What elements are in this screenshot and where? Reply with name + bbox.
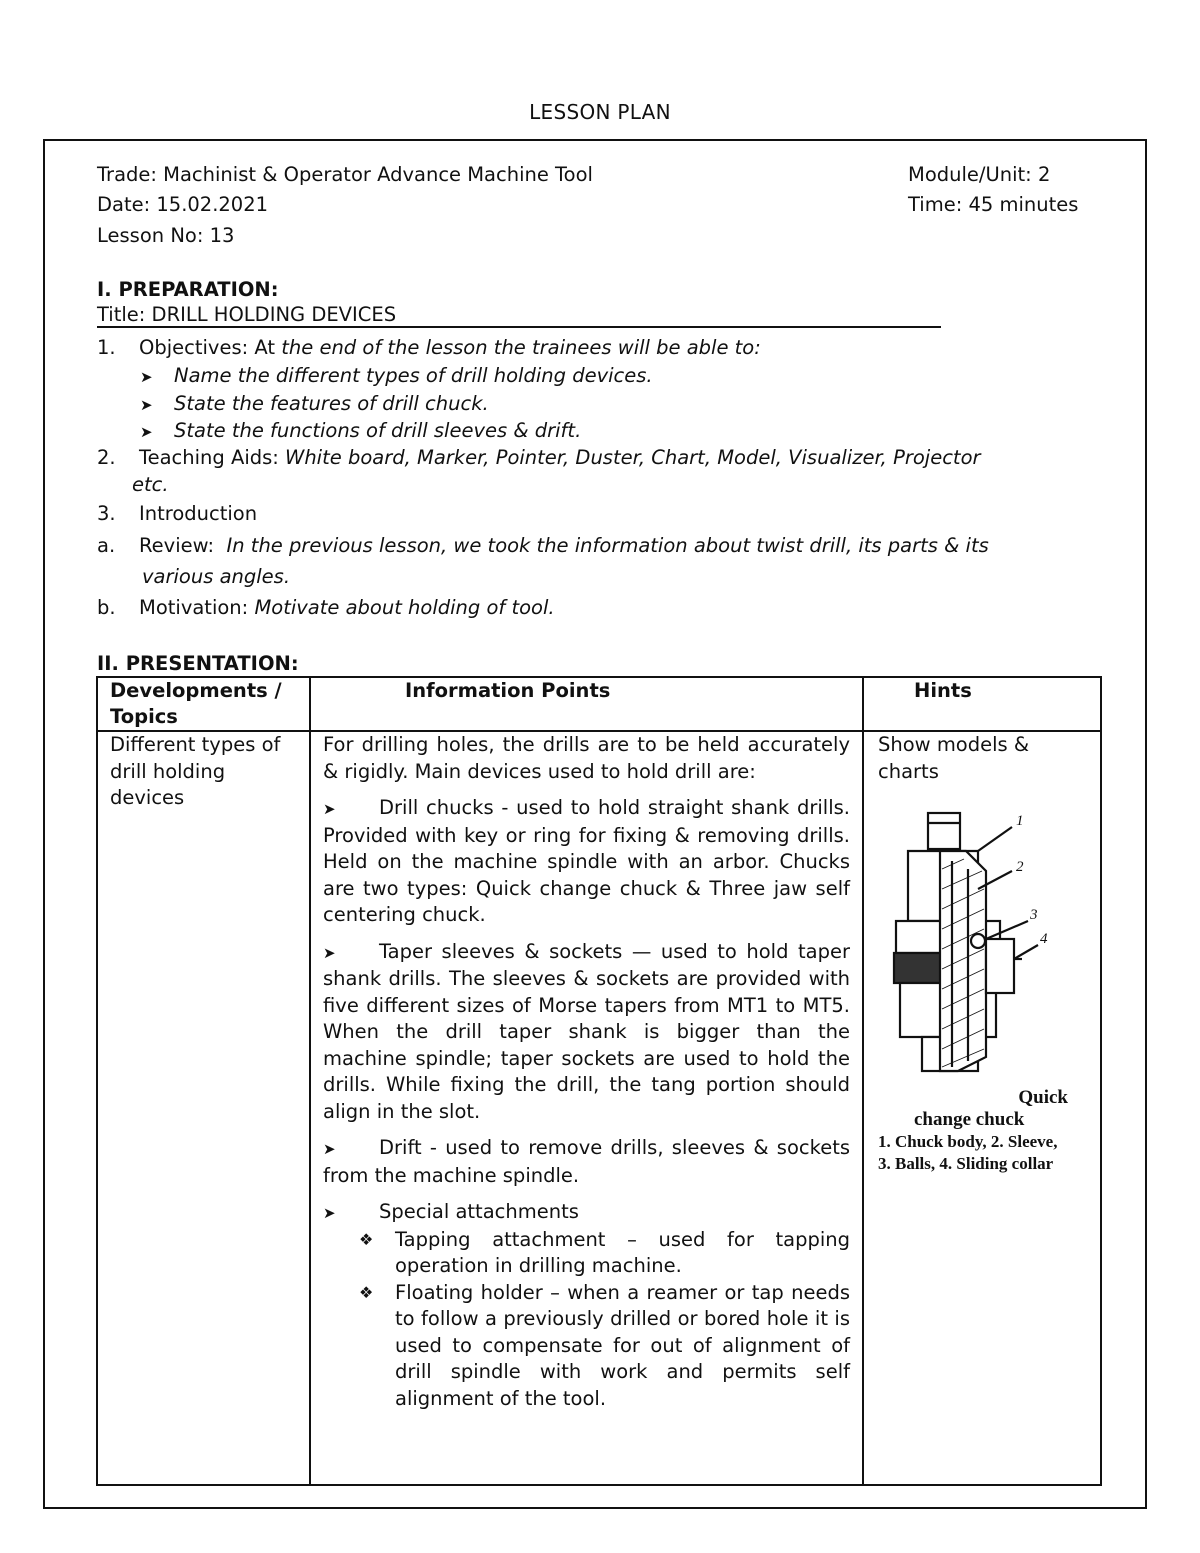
point-text: Taper sleeves & sockets — used to hold taper shank drills. The sleeves & sockets are provided with five different sizes of Morse tapers from MT1 to MT5. When the drill taper shank is bigger than the machine spindle; taper sockets are used to hold the drills. While fixing the drill, the tang portion should align in the slot. — [323, 939, 850, 1123]
motivation-number: b. — [97, 596, 116, 619]
date-line: Date: 15.02.2021 — [97, 193, 269, 216]
arrow-bullet-icon: ➤ — [323, 943, 336, 962]
presentation-heading: II. PRESENTATION: — [97, 652, 299, 675]
aids-text: White board, Marker, Pointer, Duster, Chart, Model, Visualizer, Projector — [285, 446, 981, 469]
intro-label: Introduction — [139, 502, 258, 525]
review-text: In the previous lesson, we took the information about twist drill, its parts & its — [226, 534, 989, 557]
figure-label-4: 4 — [1040, 931, 1048, 947]
figure-caption-legend: 3. Balls, 4. Sliding collar — [878, 1153, 1054, 1173]
arrow-bullet-icon: ➤ — [140, 368, 153, 386]
point-paragraph — [323, 795, 850, 929]
arrow-bullet-icon: ➤ — [140, 423, 153, 441]
sub-point — [359, 1280, 850, 1413]
point-text: Special attachments — [379, 1200, 579, 1223]
objectives-row — [97, 336, 761, 359]
figure-caption-title: Quick — [1018, 1086, 1068, 1108]
review-number: a. — [97, 534, 116, 557]
page-title: LESSON PLAN — [529, 100, 671, 124]
point-paragraph — [323, 1199, 850, 1227]
introduction-row — [97, 502, 257, 525]
sub-point-text: Floating holder – when a reamer or tap needs to follow a previously drilled or bored hole it is used to compensate for out of alignment of drill spindle with work and permits self alignment of the tool. — [395, 1280, 850, 1410]
objectives-number: 1. — [97, 336, 116, 359]
aids-continuation: etc. — [132, 473, 169, 496]
motivation-label: Motivation: — [139, 596, 249, 619]
aids-number: 2. — [97, 446, 116, 469]
objective-item — [140, 419, 581, 442]
topic-cell: Different types of drill holding devices — [97, 731, 310, 1485]
intro-number: 3. — [97, 502, 116, 525]
objective-text: Name the different types of drill holding devices. — [174, 364, 653, 387]
figure-label-3: 3 — [1030, 907, 1038, 923]
arrow-bullet-icon: ➤ — [140, 396, 153, 414]
review-continuation: various angles. — [142, 565, 291, 588]
figure-caption-legend: 1. Chuck body, 2. Sleeve, — [878, 1131, 1058, 1151]
presentation-table — [96, 676, 1102, 1486]
time-line: Time: 45 minutes — [908, 193, 1079, 216]
column-header: Hints — [863, 677, 1101, 731]
point-paragraph — [323, 939, 850, 1126]
objectives-text: the end of the lesson the trainees will be able to: — [281, 336, 761, 359]
quick-change-chuck-figure — [878, 809, 1078, 1175]
preparation-heading: I. PREPARATION: — [97, 278, 279, 301]
intro-paragraph: For drilling holes, the drills are to be held accurately & rigidly. Main devices used to hold drill are: — [323, 733, 850, 783]
teaching-aids-row — [97, 446, 981, 469]
review-label: Review: — [139, 534, 215, 557]
objective-item — [140, 392, 489, 415]
arrow-bullet-icon: ➤ — [323, 1204, 336, 1222]
motivation-row — [97, 596, 555, 619]
lesson-title: Title: DRILL HOLDING DEVICES — [97, 303, 397, 326]
figure-caption-title: change chuck — [914, 1108, 1025, 1130]
sub-point-text: Tapping attachment – used for tapping operation in drilling machine. — [395, 1227, 850, 1277]
diamond-bullet-icon: ❖ — [359, 1282, 374, 1302]
figure-label-1: 1 — [1016, 813, 1024, 829]
table-header-row — [97, 677, 1101, 731]
review-row — [97, 534, 989, 557]
aids-label: Teaching Aids: — [139, 446, 279, 469]
objective-item — [140, 364, 653, 387]
column-header: Information Points — [310, 677, 863, 731]
motivation-text: Motivate about holding of tool. — [254, 596, 555, 619]
arrow-bullet-icon: ➤ — [323, 1140, 336, 1158]
hint-text: Show models & charts — [878, 733, 1030, 783]
trade-line: Trade: Machinist & Operator Advance Machine Tool — [97, 163, 593, 186]
lesson-no-line: Lesson No: 13 — [97, 224, 235, 247]
information-cell — [310, 731, 863, 1485]
objective-text: State the functions of drill sleeves & drift. — [174, 419, 582, 442]
point-text: Drift - used to remove drills, sleeves & sockets from the machine spindle. — [323, 1136, 850, 1187]
module-line: Module/Unit: 2 — [908, 163, 1051, 186]
diamond-bullet-icon: ❖ — [359, 1229, 374, 1249]
table-row — [97, 731, 1101, 1485]
figure-label-2: 2 — [1016, 859, 1024, 875]
point-paragraph — [323, 1135, 850, 1189]
objective-text: State the features of drill chuck. — [174, 392, 489, 415]
column-header: Developments / Topics — [97, 677, 310, 731]
objectives-label: Objectives: At — [139, 336, 276, 359]
hints-cell — [863, 731, 1101, 1485]
arrow-bullet-icon: ➤ — [323, 800, 336, 818]
point-text: Drill chucks - used to hold straight shank drills. Provided with key or ring for fixing & removing drills. Held on the machine spindle with an arbor. Chucks are two types: Quick change chuck & Three jaw self centering chuck. — [323, 796, 850, 926]
sub-point — [359, 1227, 850, 1280]
quick-change-chuck-diagram — [878, 809, 1078, 1079]
